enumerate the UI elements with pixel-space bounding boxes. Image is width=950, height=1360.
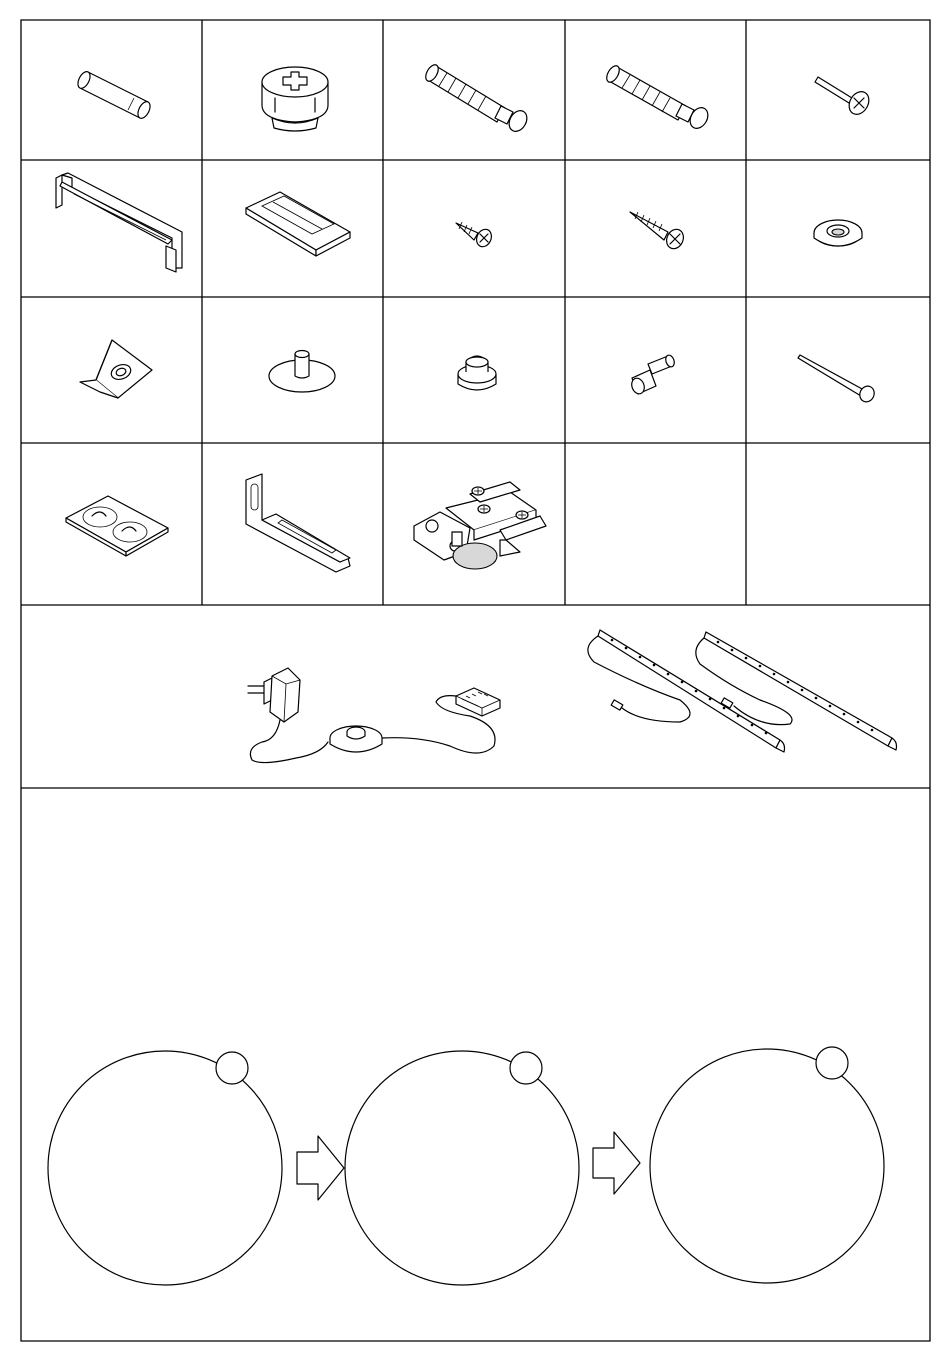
- cam-bolt-installed-step-icon: [640, 1047, 900, 1283]
- shelf-support-pin-icon: [269, 351, 335, 393]
- power-adapter-with-switch-icon: [248, 668, 500, 763]
- corner-bracket-icon: [80, 340, 152, 398]
- nail-icon: [798, 355, 877, 404]
- cam-bolt-dowel-icon: [423, 63, 530, 135]
- pan-head-screw-icon: [815, 77, 873, 118]
- cam-bolt-dowel-long-icon: [604, 64, 711, 132]
- drawer-runner-plate-icon: [246, 192, 350, 256]
- cam-lock-nut-icon: [262, 67, 328, 131]
- empty-cell: [747, 444, 929, 604]
- empty-cell: [566, 444, 745, 604]
- handle-icon: [56, 173, 182, 272]
- short-wood-screw-icon: [456, 222, 494, 249]
- glide-foot-icon: [458, 356, 496, 390]
- cylindrical-dowel-icon: [75, 70, 152, 121]
- shelf-peg-icon: [630, 354, 676, 396]
- next-step-arrow-icon: [297, 1136, 344, 1200]
- next-step-arrow-icon: [593, 1132, 640, 1194]
- insert-cam-nut-step-icon: [40, 1051, 300, 1285]
- led-strip-lights-icon: [588, 630, 897, 752]
- cover-cap-icon: [814, 220, 862, 246]
- angle-bracket-icon: [246, 474, 350, 572]
- cabinet-hinge-icon: [414, 482, 546, 569]
- screw-in-cam-bolt-step-icon: [340, 1051, 600, 1285]
- wood-screw-icon: [630, 212, 686, 251]
- felt-pads-icon: [66, 496, 168, 556]
